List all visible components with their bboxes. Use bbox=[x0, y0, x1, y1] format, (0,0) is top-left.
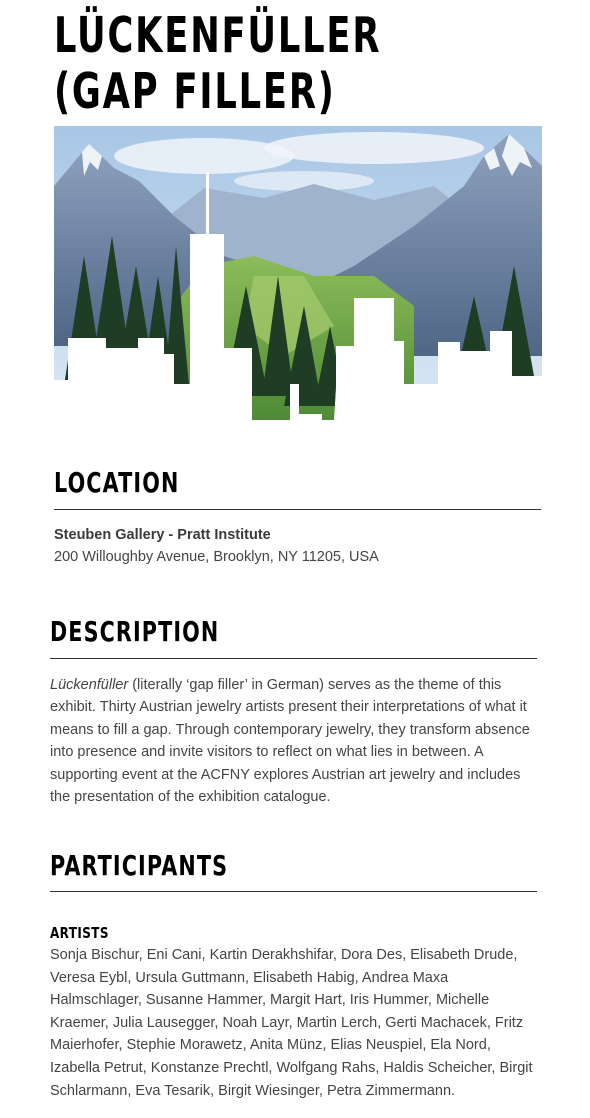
hero-image bbox=[54, 126, 542, 420]
description-heading: DESCRIPTION bbox=[50, 615, 220, 648]
description-divider bbox=[50, 658, 537, 659]
location-divider bbox=[54, 509, 541, 510]
artist-list: Sonja Bischur, Eni Cani, Kartin Derakhshifar, Dora Des, Elisabeth Drude, Veresa Eybl, Ursula Guttmann, Elisabeth Habig, Andrea Maxa Halmschlager, Susanne Hammer, Margit Hart, Iris Hummer, Michelle Kraemer, Julia Lausegger, Noah Layr, Martin Lerch, Gerti Machacek, Fritz Maierhofer, Stephie Morawetz, Anita Münz, Elias Neuspiel, Ela Nord, Izabella Petrut, Konstanze Prechtl, Wolfgang Rahs, Haldis Scheicher, Birgit Schlarmann, Eva Tesarik, Birgit Wiesinger, Petra Zimmermann. bbox=[50, 947, 533, 1099]
location-heading: LOCATION bbox=[54, 466, 180, 499]
title-line-2: (GAP FILLER) bbox=[54, 63, 336, 120]
title-line-1: LÜCKENFÜLLER bbox=[54, 7, 382, 64]
description-body: (literally ‘gap filler’ in German) serves as the theme of this exhibit. Thirty Austrian jewelry artists present their interpretations of what it means to fill a gap. Through contemporary jewelry, they transform absence into presence and invite visitors to reflect on what lies in between. A supporting event at the ACFNY explores Austrian art jewelry and includes the presentation of the exhibition catalogue. bbox=[50, 677, 530, 806]
participants-heading: PARTICIPANTS bbox=[50, 849, 229, 882]
venue-name: Steuben Gallery - Pratt Institute bbox=[54, 527, 271, 543]
page-title bbox=[54, 8, 381, 120]
mountain-skyline-illustration bbox=[54, 126, 542, 420]
venue-address: 200 Willoughby Avenue, Brooklyn, NY 11205, USA bbox=[54, 549, 379, 565]
artists-heading: ARTISTS bbox=[50, 924, 109, 942]
participants-divider bbox=[50, 891, 537, 892]
description-italic-lead: Lückenfüller bbox=[50, 677, 129, 693]
description-text bbox=[50, 674, 542, 808]
